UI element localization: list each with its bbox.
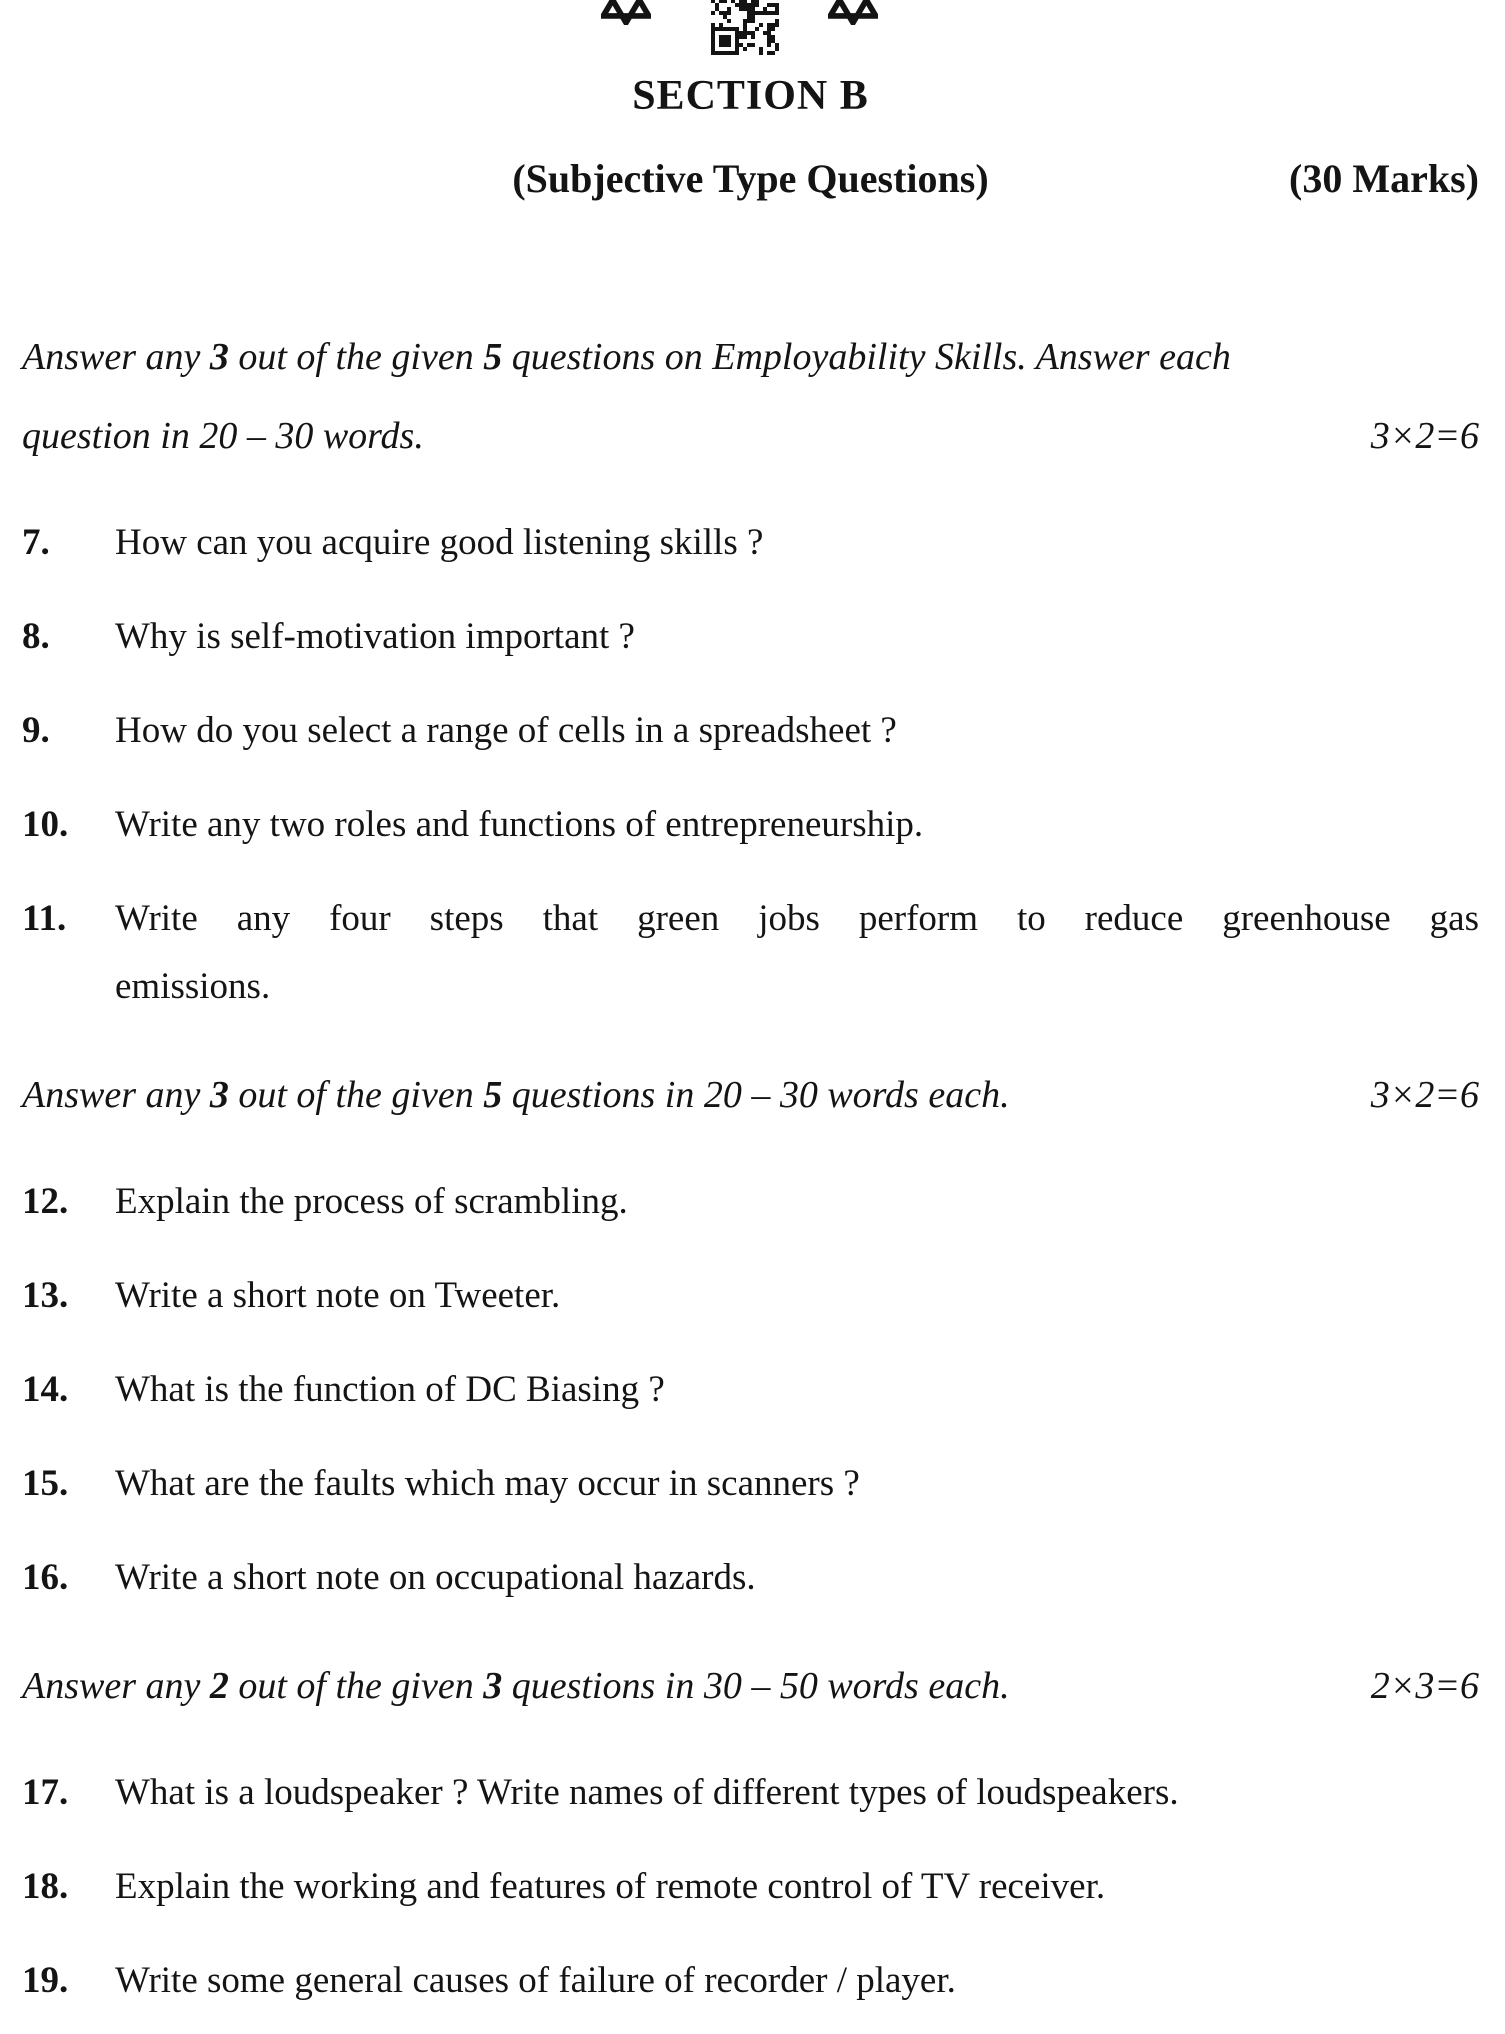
question-line: Write any four steps that green jobs perform to reduce greenhouse gas bbox=[115, 898, 1479, 939]
question-number: 14. bbox=[22, 1369, 69, 1410]
question-text bbox=[115, 1553, 1479, 1602]
question-line: Write a short note on occupational hazards. bbox=[115, 1557, 756, 1598]
question-number: 19. bbox=[22, 1960, 69, 2001]
question-line: Why is self-motivation important ? bbox=[115, 616, 635, 657]
question-row bbox=[22, 1862, 1479, 1911]
instruction-line: Answer any 3 out of the given 5 questions in 20 – 30 words each. bbox=[22, 1074, 1010, 1116]
question-number: 16. bbox=[22, 1557, 69, 1598]
question-line: emissions. bbox=[115, 966, 271, 1007]
question-text bbox=[115, 706, 1479, 755]
question-line: Explain the working and features of remote control of TV receiver. bbox=[115, 1866, 1106, 1907]
question-line: Explain the process of scrambling. bbox=[115, 1181, 628, 1222]
instruction-row bbox=[22, 333, 1479, 460]
question-line: Write a short note on Tweeter. bbox=[115, 1275, 561, 1316]
question-text bbox=[115, 1862, 1479, 1911]
instruction-line: Answer any 2 out of the given 3 questions in 30 – 50 words each. bbox=[22, 1665, 1010, 1707]
instruction-text bbox=[22, 1071, 1479, 1119]
section-title: SECTION B bbox=[632, 73, 869, 119]
question-row bbox=[22, 800, 1479, 849]
question-text bbox=[115, 894, 1479, 1011]
question-row bbox=[22, 1553, 1479, 1602]
question-row bbox=[22, 894, 1479, 1011]
question-number: 10. bbox=[22, 804, 69, 845]
question-row bbox=[22, 706, 1479, 755]
question-row bbox=[22, 1177, 1479, 1226]
question-row bbox=[22, 1271, 1479, 1320]
section-subtitle: (Subjective Type Questions) bbox=[512, 156, 989, 201]
instruction-row bbox=[22, 1662, 1479, 1710]
question-row bbox=[22, 612, 1479, 661]
question-line: What is the function of DC Biasing ? bbox=[115, 1369, 665, 1410]
question-row bbox=[22, 518, 1479, 567]
question-row bbox=[22, 1956, 1479, 2005]
question-row bbox=[22, 1768, 1479, 1817]
question-text bbox=[115, 1177, 1479, 1226]
question-row bbox=[22, 1459, 1479, 1508]
instruction-text bbox=[22, 1662, 1479, 1710]
instruction-row bbox=[22, 1071, 1479, 1119]
question-number: 12. bbox=[22, 1181, 69, 1222]
question-number: 11. bbox=[22, 898, 67, 939]
question-line: Write any two roles and functions of entrepreneurship. bbox=[115, 804, 924, 845]
question-line: What are the faults which may occur in scanners ? bbox=[115, 1463, 860, 1504]
marks-allocation: 3×2=6 bbox=[1370, 415, 1479, 457]
question-number: 13. bbox=[22, 1275, 69, 1316]
question-line: How can you acquire good listening skills ? bbox=[115, 522, 764, 563]
question-line: What is a loudspeaker ? Write names of different types of loudspeakers. bbox=[115, 1772, 1179, 1813]
marks-allocation: 3×2=6 bbox=[1370, 1074, 1479, 1116]
question-number: 18. bbox=[22, 1866, 69, 1907]
instruction-line: Answer any 3 out of the given 5 questions on Employability Skills. Answer each bbox=[22, 336, 1231, 378]
section-subtitle-row bbox=[22, 155, 1479, 203]
question-text bbox=[115, 800, 1479, 849]
question-number: 17. bbox=[22, 1772, 69, 1813]
question-row bbox=[22, 1365, 1479, 1414]
marks-allocation: 2×3=6 bbox=[1370, 1665, 1479, 1707]
questions-content bbox=[22, 333, 1479, 2005]
question-number: 7. bbox=[22, 522, 50, 563]
question-text bbox=[115, 1768, 1479, 1817]
question-text bbox=[115, 1956, 1479, 2005]
instruction-line: question in 20 – 30 words. bbox=[22, 415, 424, 457]
question-text bbox=[115, 1459, 1479, 1508]
question-text bbox=[115, 518, 1479, 567]
question-text bbox=[115, 612, 1479, 661]
total-marks: (30 Marks) bbox=[1289, 156, 1479, 201]
question-text bbox=[115, 1365, 1479, 1414]
question-text bbox=[115, 1271, 1479, 1320]
question-line: How do you select a range of cells in a spreadsheet ? bbox=[115, 710, 897, 751]
question-number: 15. bbox=[22, 1463, 69, 1504]
instruction-text bbox=[22, 333, 1479, 460]
question-number: 9. bbox=[22, 710, 50, 751]
question-number: 8. bbox=[22, 616, 50, 657]
question-line: Write some general causes of failure of recorder / player. bbox=[115, 1960, 956, 2001]
